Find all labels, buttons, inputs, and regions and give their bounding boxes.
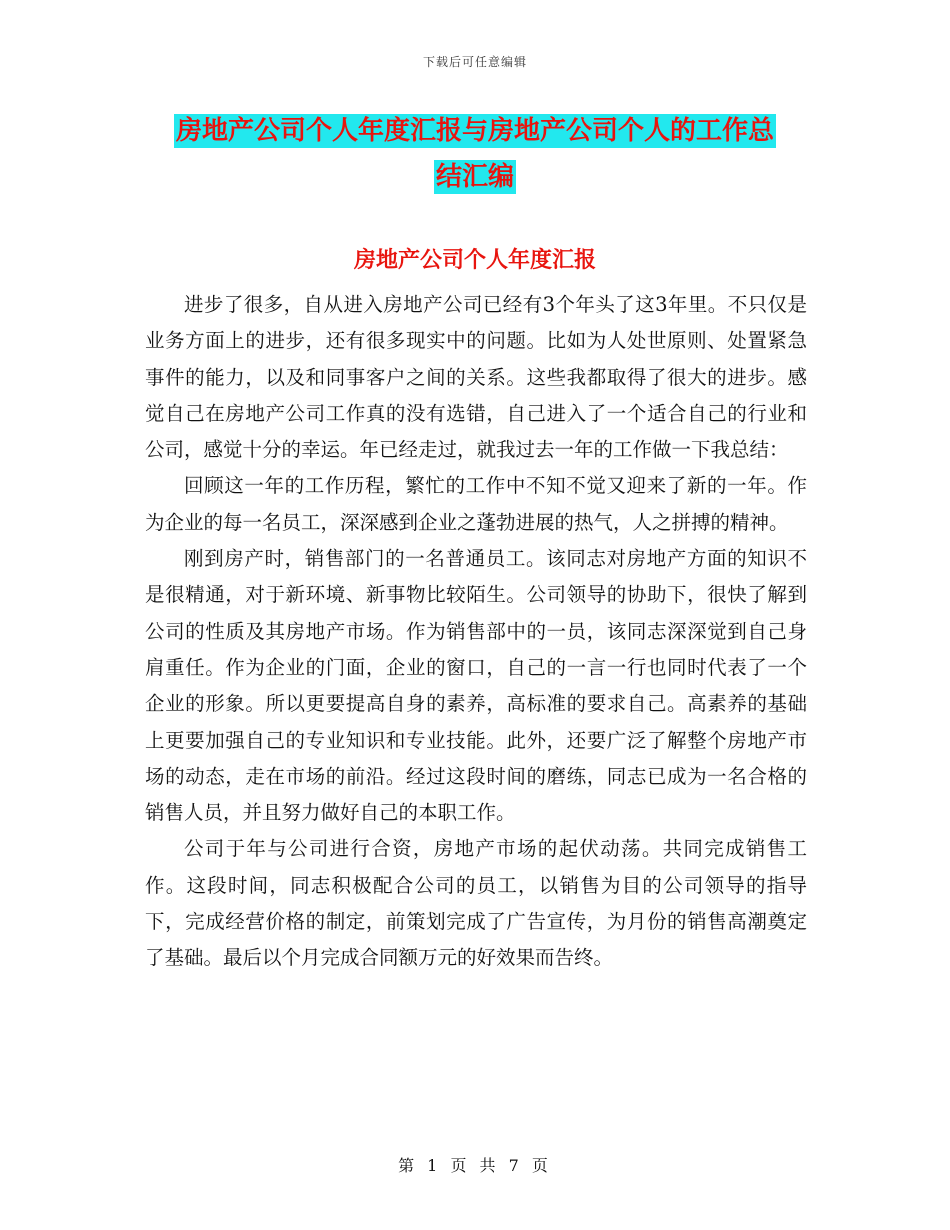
page-footer: 第 1 页 共 7 页 bbox=[398, 1156, 552, 1175]
document-title bbox=[145, 108, 805, 200]
document-title-line-1: 房地产公司个人年度汇报与房地产公司个人的工作总 bbox=[175, 116, 774, 146]
paragraph: 公司于年与公司进行合资，房地产市场的起伏动荡。共同完成销售工作。这段时间，同志积极配合公司的员工，以销售为目的公司领导的指导下，完成经营价格的制定，前策划完成了广告宣传，为月份的销售高潮奠定了基础。最后以个月完成合同额万元的好效果而告终。 bbox=[145, 837, 807, 970]
section-title: 房地产公司个人年度汇报 bbox=[353, 248, 596, 273]
body-text bbox=[145, 287, 807, 977]
paragraph: 进步了很多，自从进入房地产公司已经有3个年头了这3年里。不只仅是业务方面上的进步，还有很多现实中的问题。比如为人处世原则、处置紧急事件的能力，以及和同事客户之间的关系。这些我都取得了很大的进步。感觉自己在房地产公司工作真的没有选错，自己进入了一个适合自己的行业和公司，感觉十分的幸运。年已经走过，就我过去一年的工作做一下我总结： bbox=[145, 293, 807, 462]
paragraph: 回顾这一年的工作历程，繁忙的工作中不知不觉又迎来了新的一年。作为企业的每一名员工，深深感到企业之蓬勃进展的热气，人之拼搏的精神。 bbox=[145, 474, 807, 534]
header-note: 下载后可任意编辑 bbox=[422, 55, 527, 69]
document-title-line-2: 结汇编 bbox=[435, 162, 514, 192]
paragraph: 刚到房产时，销售部门的一名普通员工。该同志对房地产方面的知识不是很精通，对于新环境、新事物比较陌生。公司领导的协助下，很快了解到公司的性质及其房地产市场。作为销售部中的一员，该同志深深觉到自己身肩重任。作为企业的门面，企业的窗口，自己的一言一行也同时代表了一个企业的形象。所以更要提高自身的素养，高标准的要求自己。高素养的基础上更要加强自己的专业知识和专业技能。此外，还要广泛了解整个房地产市场的动态，走在市场的前沿。经过这段时间的磨练，同志已成为一名合格的销售人员，并且努力做好自己的本职工作。 bbox=[145, 547, 807, 825]
